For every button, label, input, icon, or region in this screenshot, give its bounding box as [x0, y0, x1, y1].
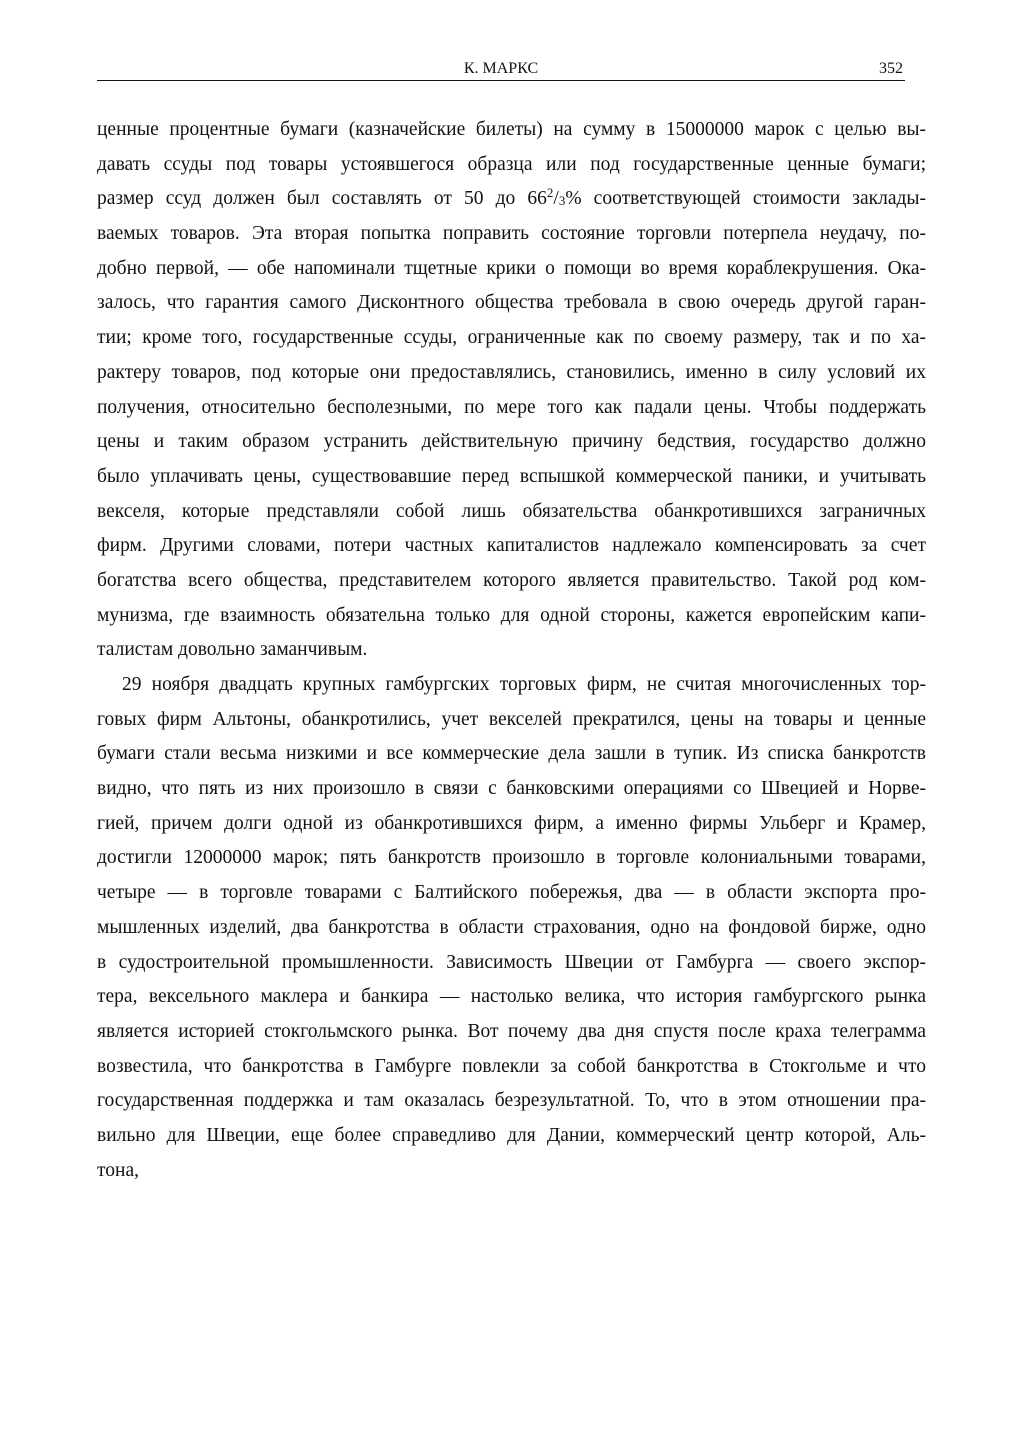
text-line: рактеру товаров, под которые они предоставлялись, становились, именно в силу условий их — [97, 361, 926, 383]
text-line: в судостроительной промышленности. Зависимость Швеции от Гамбурга — своего экспор- — [97, 951, 926, 973]
fraction-slash: / — [553, 188, 559, 210]
text-line: тона, — [97, 1159, 139, 1181]
text-segment: размер ссуд должен был составлять от 50 до 66 — [97, 188, 547, 210]
text-line: фирм. Другими словами, потери частных капиталистов надлежало компенсировать за счет — [97, 535, 926, 557]
fraction-denominator: 3 — [558, 193, 566, 209]
body-text — [97, 113, 926, 1188]
text-segment: % соответствующей стоимости заклады- — [565, 188, 926, 210]
paragraph-1 — [97, 113, 926, 668]
text-line: достигли 12000000 марок; пять банкротств произошло в торговле колониальными товарами, — [97, 847, 926, 869]
text-line: 29 ноября двадцать крупных гамбургских торговых фирм, не считая многочисленных тор- — [122, 674, 926, 695]
text-line: говых фирм Альтоны, обанкротились, учет векселей прекратился, цены на товары и ценные — [97, 708, 926, 730]
running-header-author: К. МАРКС — [463, 60, 539, 77]
text-line: гией, причем долги одной из обанкротившихся фирм, а именно фирмы Ульберг и Крамер, — [97, 812, 926, 834]
text-line: векселя, которые представляли собой лишь обязательства обанкротившихся заграничных — [97, 500, 926, 522]
text-line: четыре — в торговле товарами с Балтийского побережья, два — в области экспорта про- — [97, 882, 926, 904]
text-line: ценные процентные бумаги (казначейские билеты) на сумму в 15000000 марок с целью вы- — [97, 119, 926, 140]
text-line: государственная поддержка и там оказалась безрезультатной. То, что в этом отношении пра- — [97, 1090, 926, 1112]
fraction-numerator: 2 — [546, 185, 554, 201]
paragraph-2 — [97, 668, 926, 1188]
text-line: тера, вексельного маклера и банкира — настолько велика, что история гамбургского рынка — [97, 986, 926, 1008]
text-line: залось, что гарантия самого Дисконтного общества требовала в свою очередь другой гаран- — [97, 292, 926, 314]
text-line: видно, что пять из них произошло в связи с банковскими операциями со Швецией и Норве- — [97, 778, 926, 800]
text-line: является историей стокгольмского рынка. Вот почему два дня спустя после краха телеграмма — [97, 1020, 926, 1042]
running-header — [97, 58, 905, 81]
text-line: мышленных изделий, два банкротства в области страхования, одно на фондовой бирже, одно — [97, 916, 926, 938]
text-line: бумаги стали весьма низкими и все коммерческие дела зашли в тупик. Из списка банкротств — [97, 743, 926, 765]
text-line: давать ссуды под товары устоявшегося образца или под государственные ценные бумаги; — [97, 153, 926, 175]
text-line: богатства всего общества, представителем которого является правительство. Такой род ком- — [97, 569, 926, 591]
page-number: 352 — [879, 60, 903, 77]
text-line: добно первой, — обе напоминали тщетные крики о помощи во время кораблекрушения. Ока- — [97, 257, 926, 279]
text-line: тии; кроме того, государственные ссуды, ограниченные как по своему размеру, так и по ха- — [97, 327, 926, 349]
text-line: было уплачивать цены, существовавшие перед вспышкой коммерческой паники, и учитывать — [97, 465, 926, 487]
text-line: вильно для Швеции, еще более справедливо для Дании, коммерческий центр которой, Аль- — [97, 1124, 926, 1146]
text-line-with-fraction — [97, 182, 926, 217]
text-line: получения, относительно бесполезными, по мере того как падали цены. Чтобы поддержать — [97, 396, 926, 418]
text-line: ваемых товаров. Эта вторая попытка поправить состояние торговли потерпела неудачу, по- — [97, 223, 926, 245]
text-line: возвестила, что банкротства в Гамбурге повлекли за собой банкротства в Стокгольме и что — [97, 1055, 926, 1077]
text-line: цены и таким образом устранить действительную причину бедствия, государство должно — [97, 431, 926, 453]
text-line: мунизма, где взаимность обязательна только для одной стороны, кажется европейским капи- — [97, 604, 926, 626]
text-line: талистам довольно заманчивым. — [97, 639, 368, 661]
